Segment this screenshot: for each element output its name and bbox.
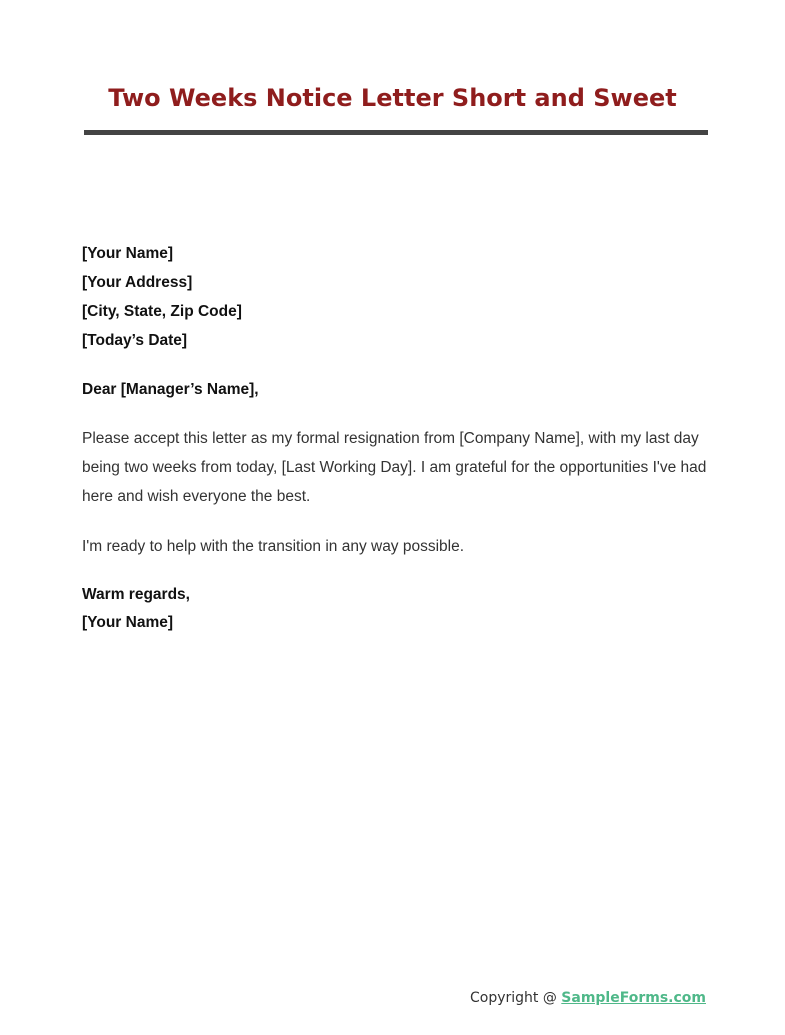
brand-link[interactable]: SampleForms.com xyxy=(561,990,706,1006)
signature-name: [Your Name] xyxy=(82,614,174,631)
salutation: Dear [Manager’s Name], xyxy=(82,381,259,398)
sender-city-state-zip: [City, State, Zip Code] xyxy=(82,303,242,320)
closing: Warm regards, xyxy=(82,586,190,603)
page-title: Two Weeks Notice Letter Short and Sweet xyxy=(108,84,677,112)
title-divider xyxy=(84,130,708,135)
body-paragraph-1: Please accept this letter as my formal resignation from [Company Name], with my last day being two weeks from today, [Last Working Day]. I am grateful for the opportunities I've had here and wish everyone the best. xyxy=(82,430,707,505)
sender-address: [Your Address] xyxy=(82,274,193,291)
copyright-footer xyxy=(0,990,706,1006)
sender-name: [Your Name] xyxy=(82,245,174,262)
body-paragraph-2: I'm ready to help with the transition in any way possible. xyxy=(82,538,465,555)
copyright-text: Copyright @ xyxy=(469,990,562,1006)
letter-date: [Today’s Date] xyxy=(82,332,188,349)
